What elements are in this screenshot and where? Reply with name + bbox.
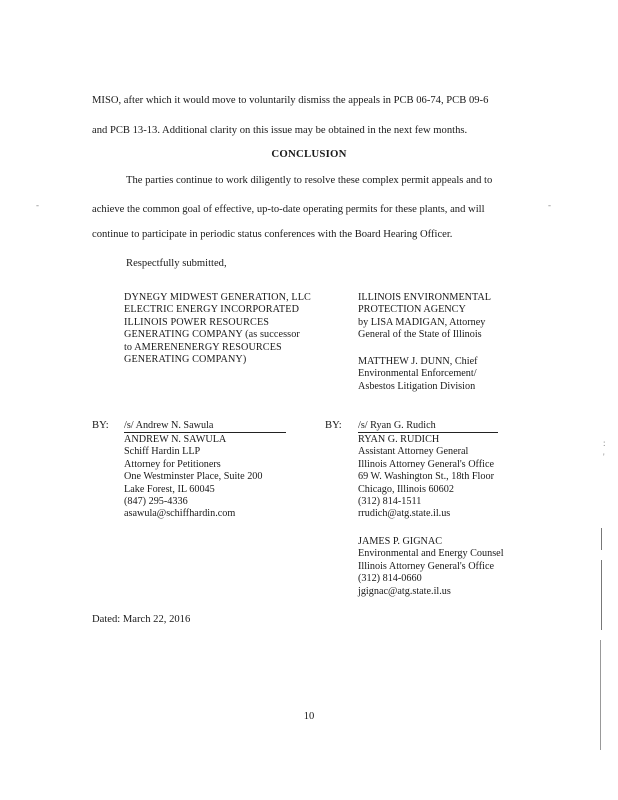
signature-rule (124, 432, 286, 433)
counsel-line: Environmental and Energy Counsel (358, 548, 504, 560)
signature-rule (358, 432, 498, 433)
counsel-line: Lake Forest, IL 60045 (124, 483, 215, 495)
counsel-line: Schiff Hardin LLP (124, 446, 201, 458)
counsel-line: 69 W. Washington St., 18th Floor (358, 471, 494, 483)
date-line: Dated: March 22, 2016 (92, 614, 191, 625)
party-line: ILLINOIS ENVIRONMENTAL (358, 292, 492, 303)
body-text-line: continue to participate in periodic status conferences with the Board Hearing Officer. (92, 229, 453, 240)
party-line: Asbestos Litigation Division (358, 380, 476, 392)
counsel-line: (847) 295-4336 (124, 496, 188, 508)
by-label: BY: (92, 420, 109, 431)
counsel-line: Illinois Attorney General's Office (358, 560, 495, 572)
party-line: ELECTRIC ENERGY INCORPORATED (124, 304, 300, 316)
scan-artifact: - (36, 200, 39, 210)
party-line: DYNEGY MIDWEST GENERATION, LLC (124, 292, 311, 303)
counsel-line: JAMES P. GIGNAC (358, 536, 443, 547)
scan-artifact (601, 560, 602, 630)
party-line: Environmental Enforcement/ (358, 368, 477, 380)
petitioner-party-block (124, 292, 311, 366)
party-line: by LISA MADIGAN, Attorney (358, 316, 486, 328)
counsel-line: Assistant Attorney General (358, 446, 469, 458)
respondent-second-attorney-block (358, 536, 504, 598)
counsel-line: jgignac@atg.state.il.us (358, 585, 451, 597)
counsel-line: RYAN G. RUDICH (358, 434, 440, 445)
party-line: to AMERENENERGY RESOURCES (124, 341, 282, 353)
body-text-line: The parties continue to work diligently to resolve these complex permit appeals and to (126, 175, 493, 186)
by-label: BY: (325, 420, 342, 431)
signature-line: /s/ Ryan G. Rudich (358, 420, 436, 431)
party-line: General of the State of Illinois (358, 329, 482, 341)
page-number: 10 (303, 711, 315, 722)
petitioner-counsel-block (124, 434, 262, 521)
scan-artifact: : (603, 438, 606, 448)
counsel-line: (312) 814-1511 (358, 496, 422, 508)
body-text-line: and PCB 13-13. Additional clarity on this issue may be obtained in the next few months. (92, 125, 468, 136)
counsel-line: asawula@schiffhardin.com (124, 508, 236, 520)
counsel-line: Illinois Attorney General's Office (358, 458, 495, 470)
counsel-line: (312) 814-0660 (358, 573, 422, 585)
counsel-line: Chicago, Illinois 60602 (358, 483, 454, 495)
body-text-line: MISO, after which it would move to voluntarily dismiss the appeals in PCB 06-74, PCB 09-6 (92, 95, 489, 106)
counsel-line: Attorney for Petitioners (124, 458, 221, 470)
scan-artifact: ' (603, 452, 605, 462)
party-line: GENERATING COMPANY (as successor (124, 329, 300, 341)
party-line: GENERATING COMPANY) (124, 354, 247, 366)
respondent-party-block (358, 292, 491, 342)
closing-text: Respectfully submitted, (126, 258, 227, 269)
respondent-counsel-block (358, 356, 478, 393)
counsel-line: One Westminster Place, Suite 200 (124, 471, 263, 483)
signature-line: /s/ Andrew N. Sawula (124, 420, 214, 431)
respondent-attorney-block (358, 434, 494, 521)
counsel-line: ANDREW N. SAWULA (124, 434, 227, 445)
scan-artifact (601, 528, 602, 550)
scan-artifact (600, 640, 601, 750)
party-line: MATTHEW J. DUNN, Chief (358, 356, 478, 367)
body-text-line: achieve the common goal of effective, up-to-date operating permits for these plants, and will (92, 204, 485, 215)
counsel-line: rrudich@atg.state.il.us (358, 508, 451, 520)
section-heading: CONCLUSION (271, 148, 347, 160)
party-line: PROTECTION AGENCY (358, 304, 466, 316)
scan-artifact: - (548, 200, 551, 210)
party-line: ILLINOIS POWER RESOURCES (124, 316, 270, 328)
